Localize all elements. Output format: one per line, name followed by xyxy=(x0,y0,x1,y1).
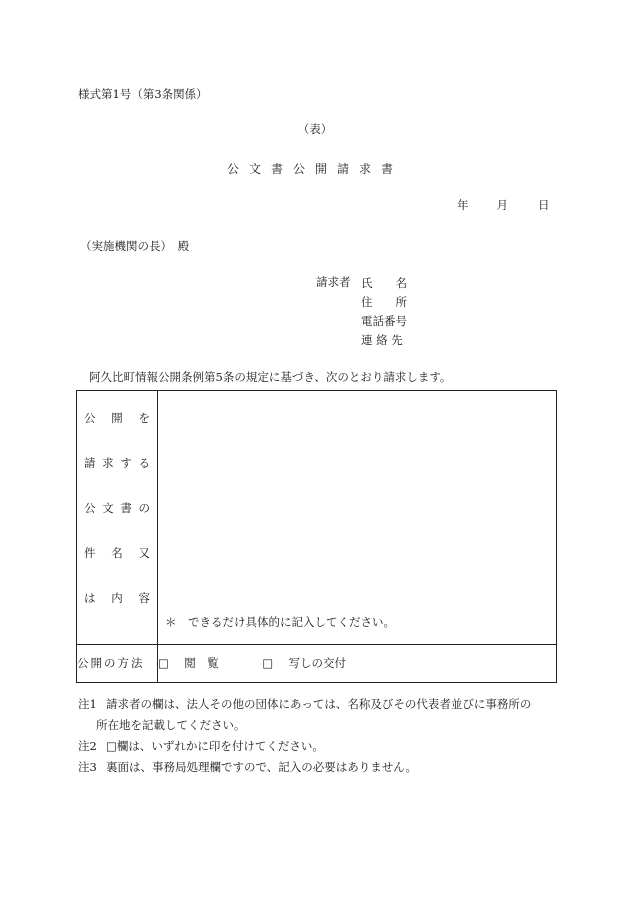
subject-row xyxy=(77,391,557,645)
note-3: 注3 裏面は、事務局処理欄ですので、記入の必要はありません。 xyxy=(78,760,417,774)
subject-label-cell xyxy=(77,391,158,645)
request-form-table xyxy=(76,390,557,683)
date-month: 月 xyxy=(496,198,508,212)
note-1-continuation: 所在地を記載してください。 xyxy=(96,718,246,732)
inspection-checkbox[interactable]: □ xyxy=(158,656,169,670)
note-1: 注1 請求者の欄は、法人その他の団体にあっては、名称及びその代表者並びに事務所の xyxy=(78,697,532,711)
requester-label: 請求者 xyxy=(316,275,351,289)
addressee: （実施機関の長） 殿 xyxy=(80,239,190,253)
intro-text: 阿久比町情報公開条例第5条の規定に基づき、次のとおり請求します。 xyxy=(89,370,452,384)
requester-phone-field: 電話番号 xyxy=(361,314,407,328)
method-row xyxy=(77,645,557,683)
option-copy[interactable] xyxy=(262,645,346,682)
subject-label-line: 公 文 書 の xyxy=(84,501,150,515)
copy-checkbox[interactable]: □ xyxy=(262,656,274,670)
subject-label-line: 請 求 す る xyxy=(84,456,150,470)
notes xyxy=(78,694,531,778)
subject-input-area[interactable] xyxy=(158,391,557,645)
date-year: 年 xyxy=(457,198,469,212)
page-title: 公文書公開請求書 xyxy=(226,162,403,176)
method-label: 公開の方法 xyxy=(77,645,158,683)
requester-name-field: 氏 名 xyxy=(361,276,407,290)
option-inspection[interactable] xyxy=(158,645,219,682)
side-label: （表） xyxy=(297,122,333,136)
requester-address-field: 住 所 xyxy=(361,295,407,309)
subject-label-line: 件 名 又 xyxy=(84,546,150,560)
date-line xyxy=(457,197,550,213)
inspection-label: 閲 覧 xyxy=(184,656,219,670)
requester-fields xyxy=(361,274,407,350)
method-options xyxy=(158,645,557,683)
copy-label: 写しの交付 xyxy=(288,656,347,670)
subject-note: ＊ できるだけ具体的に記入してください。 xyxy=(165,615,395,629)
date-day: 日 xyxy=(538,198,550,212)
note-2: 注2 □欄は、いずれかに印を付けてください。 xyxy=(78,739,324,753)
requester-contact-field: 連 絡 先 xyxy=(361,333,403,347)
subject-label-line: は 内 容 xyxy=(84,591,150,605)
subject-label-line: 公 開 を xyxy=(84,411,150,425)
form-number: 様式第1号（第3条関係） xyxy=(78,87,208,101)
